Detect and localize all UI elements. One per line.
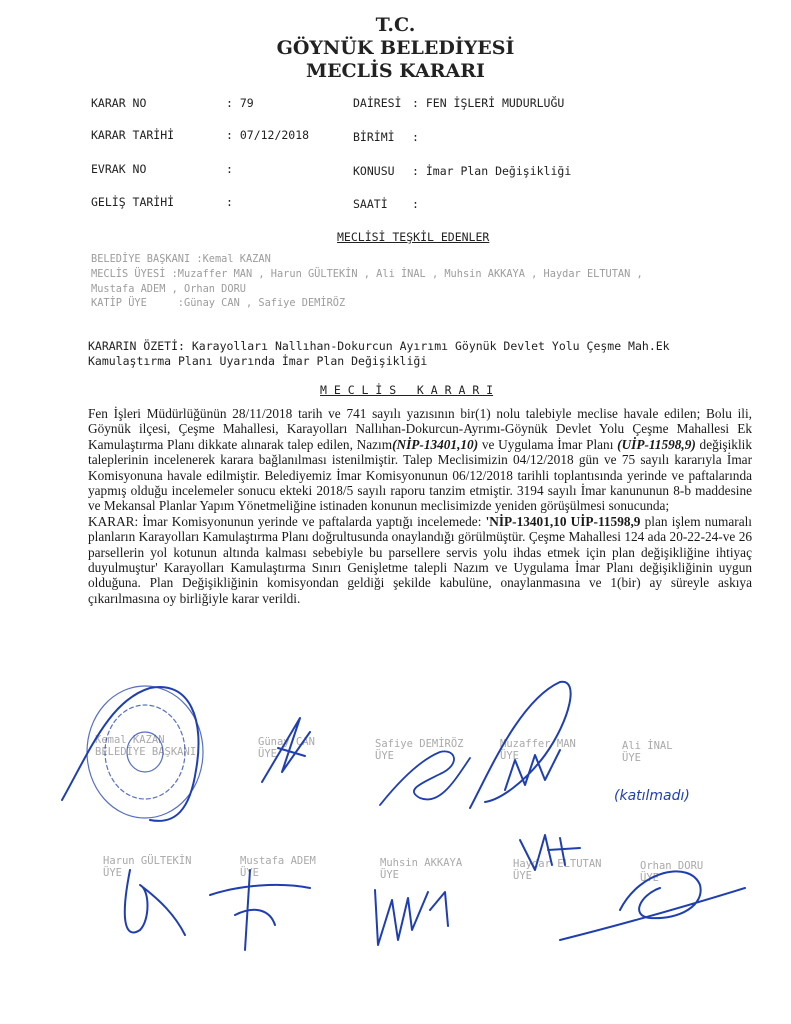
p2-text-a: KARAR: İmar Komisyonunun yerinde ve paftalarda yaptığı incelemede:: [88, 513, 486, 529]
sig-doru-name: Orhan DORU: [640, 860, 704, 872]
sig-can-role: ÜYE: [258, 748, 277, 760]
p1-uip-code: (UİP-11598,9): [617, 436, 696, 452]
sig-gultekin-role: ÜYE: [103, 867, 122, 879]
decision-title: M E C L İ S K A R A R I: [320, 383, 494, 397]
gelis-tarihi-label: GELİŞ TARİHİ: [91, 195, 175, 209]
composition-members: MECLİS ÜYESİ :Muzaffer MAN , Harun GÜLTEKİN , Ali İNAL , Muhsin AKKAYA , Haydar ELTUTAN ,: [91, 268, 643, 280]
dairesi-label: DAİRESİ: [353, 96, 402, 110]
sig-kazan-name: Kemal KAZAN: [95, 734, 165, 746]
birimi-label: BİRİMİ: [353, 130, 395, 144]
sig-eltutan-name: Haydar ELTUTAN: [513, 858, 602, 870]
adem-signature-icon: [210, 870, 310, 950]
gultekin-signature-icon: [125, 870, 185, 935]
sig-adem-name: Mustafa ADEM: [240, 855, 316, 867]
summary-line1: [88, 339, 670, 353]
can-signature-icon: [262, 718, 310, 782]
mayor-signature-icon: [62, 687, 199, 821]
sig-akkaya-role: ÜYE: [380, 869, 399, 881]
man-signature-icon: [470, 682, 571, 808]
karar-no-value: : 79: [226, 96, 254, 110]
header-municipality: GÖYNÜK BELEDİYESİ: [276, 37, 515, 59]
composition-mayor: BELEDİYE BAŞKANI :Kemal KAZAN: [91, 253, 271, 265]
sig-eltutan-role: ÜYE: [513, 870, 532, 882]
header-doc-title: MECLİS KARARI: [306, 60, 485, 82]
summary-label: KARARIN ÖZETİ:: [88, 339, 185, 353]
decision-paragraph-1: [88, 406, 752, 514]
p1-nip-code: (NİP-13401,10): [392, 436, 479, 452]
composition-clerks: KATİP ÜYE :Günay CAN , Safiye DEMİRÖZ: [91, 297, 346, 309]
p1-text-c: ve Uygulama İmar Planı: [478, 436, 618, 452]
sig-akkaya-name: Muhsin AKKAYA: [380, 857, 463, 869]
summary-text2: Kamulaştırma Planı Uyarında İmar Plan Değişikliği: [88, 354, 428, 368]
sig-inal-name: Ali İNAL: [622, 740, 673, 752]
konusu-label: KONUSU: [353, 164, 395, 178]
sig-gultekin-name: Harun GÜLTEKİN: [103, 855, 192, 867]
birimi-value: :: [412, 130, 419, 144]
konusu-value: : İmar Plan Değişikliği: [412, 164, 572, 178]
sig-adem-role: ÜYE: [240, 867, 259, 879]
karar-no-label: KARAR NO: [91, 96, 147, 110]
gelis-tarihi-value: :: [226, 195, 233, 209]
doru-signature-icon: [560, 871, 745, 940]
dairesi-value: : FEN İŞLERİ MUDURLUĞU: [412, 96, 565, 110]
sig-man-name: Muzaffer MAN: [500, 738, 576, 750]
signatures-ink-layer: [0, 660, 791, 980]
evrak-no-value: :: [226, 162, 233, 176]
mayor-seal-icon: [87, 686, 203, 818]
sig-can-name: Günay CAN: [258, 736, 315, 748]
karar-tarihi-value: : 07/12/2018: [226, 128, 310, 142]
decision-body: [88, 406, 752, 606]
sig-doru-role: ÜYE: [640, 872, 659, 884]
header-tc: T.C.: [375, 14, 416, 36]
sig-demiroz-role: ÜYE: [375, 750, 394, 762]
p1-text-e: değişiklik taleplerinin incelenerek karara bağlanılması istenilmiştir. Talep Meclisimizin 04/12/2018 gün ve 75 sayılı kararıyla İmar Komisyonuna havale edilmiştir. Belediyemiz İmar Komisyonunun 06/12/2018 tarihli toplantısında yerinde ve paftalarında yapmış olduğu incelemeler sonucu ekteki 2018/5 sayılı raporu tanzim etmiştir. 3194 sayılı İmar kanununun 8-b maddesine ve Mekansal Planlar Yapım Yönetmeliğine istinaden konunun meclisimizde yeniden görüşülmesi sonucunda;: [88, 436, 752, 514]
sig-demiroz-name: Safiye DEMİRÖZ: [375, 738, 464, 750]
summary-text1: Karayolları Nallıhan-Dokurcun Ayırımı Göynük Devlet Yolu Çeşme Mah.Ek: [191, 339, 670, 353]
saati-label: SAATİ: [353, 197, 388, 211]
akkaya-signature-icon: [375, 890, 448, 945]
saati-value: :: [412, 197, 419, 211]
sig-inal-absent-note: (katılmadı): [614, 788, 690, 804]
composition-title: MECLİSİ TEŞKİL EDENLER: [337, 230, 490, 244]
sig-inal-role: ÜYE: [622, 752, 641, 764]
p2-plan-codes: 'NİP-13401,10 UİP-11598,9: [485, 513, 641, 529]
eltutan-signature-icon: [520, 835, 580, 870]
p1-text-a: Fen İşleri Müdürlüğünün 28/11/2018 tarih ve 741 sayılı yazısının bir(1) nolu talebiyle meclise havale edilen; Bolu ili, Göynük ilçesi, Çeşme Mahallesi, Karayolları Nallıhan-Dokurcun-Ayrımı-Göynük Devlet Yolu Çeşme Mahallesi Ek Kamulaştırma Planı dikkate alınarak talep edilen, Nazım: [88, 406, 752, 452]
karar-tarihi-label: KARAR TARİHİ: [91, 128, 175, 142]
sig-man-role: ÜYE: [500, 750, 519, 762]
composition-members-cont: Mustafa ADEM , Orhan DORU: [91, 283, 246, 295]
demiroz-signature-icon: [380, 751, 470, 805]
p2-text-c: plan işlem numaralı planların Karayolları Kamulaştırma Planı doğrultusunda onaylandığı görülmüştür. Çeşme Mahallesi 124 ada 20-22-24-ve 26 parsellerin yol kotunun altında kalması sebebiyle bu parsellere servis yolu ihdas etmek için plan değişikliğine ihtiyaç duyulmuştur' Karayolları Kamulaştırma Sınırı Genişletme talepli Nazım ve Uygulama İmar Planı değişikliğinin uygun olduğuna. Plan Değişikliğinin komisyondan geldiği şekilde kabulüne, onaylanmasına ve 1(bir) ay süreyle askıya çıkarılmasına oy birliğiyle karar verildi.: [88, 513, 752, 606]
evrak-no-label: EVRAK NO: [91, 162, 147, 176]
sig-kazan-role: BELEDİYE BAŞKANI: [95, 746, 197, 758]
decision-paragraph-2: [88, 514, 752, 606]
